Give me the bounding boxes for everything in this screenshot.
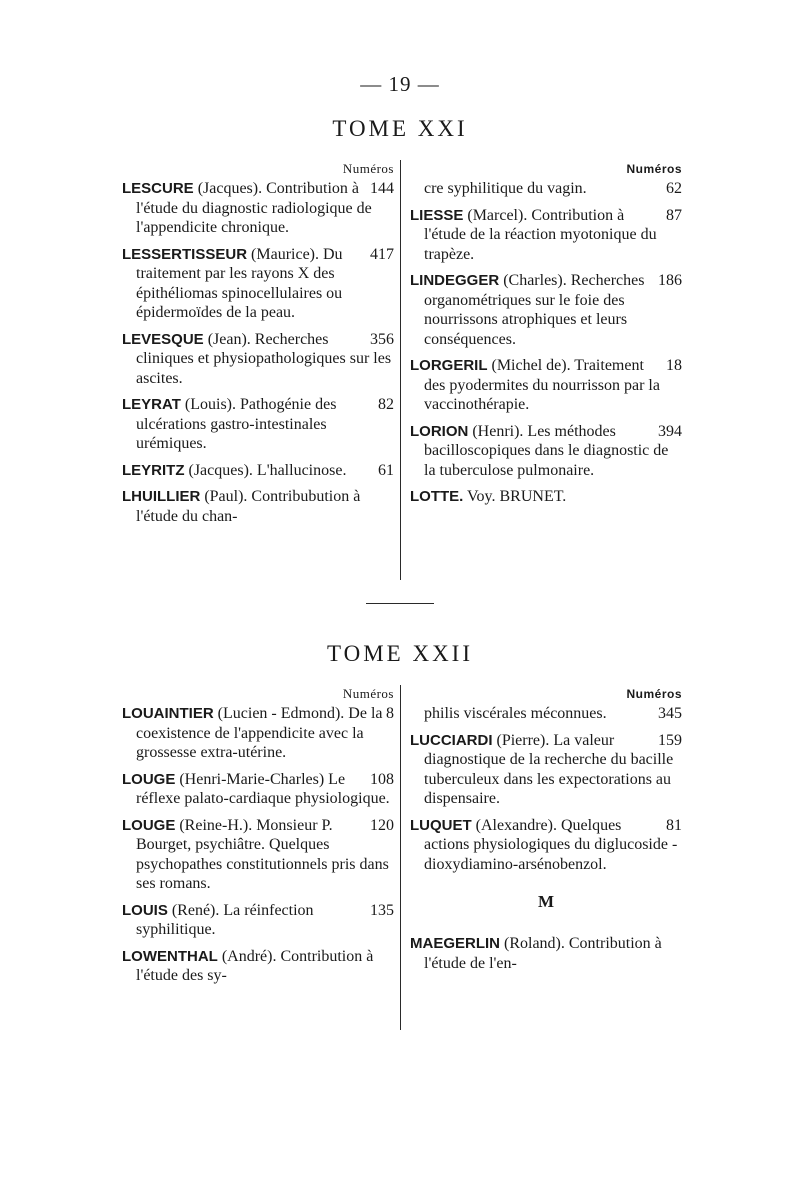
- index-entry: [410, 206, 682, 265]
- author-name: LUCCIARDI: [410, 731, 493, 749]
- index-entry: [410, 816, 682, 875]
- author-name: LHUILLIER: [122, 488, 201, 505]
- numeros-header: Numéros: [342, 686, 394, 701]
- author-name: LOUGE: [122, 770, 176, 788]
- index-entry: [122, 245, 394, 323]
- entry-text: (Reine-H.). Monsieur P. Bourget, psychiâtre. Quelques psychopathes constitutionnels pris dans ses romans.: [136, 816, 389, 892]
- entry-continuation: [410, 179, 682, 199]
- index-entry: [122, 330, 394, 389]
- index-entry: [122, 395, 394, 454]
- index-entry: [122, 179, 394, 238]
- author-name: LOUAINTIER: [122, 705, 214, 722]
- entry-text: (Henri-Marie-Charles) Le réflexe palato-cardiaque physiologique.: [136, 770, 390, 807]
- entry-text: philis viscérales méconnues.: [424, 705, 607, 722]
- entry-number: 61: [378, 461, 394, 479]
- author-name: LOWENTHAL: [122, 947, 218, 965]
- entry-number: 356: [370, 330, 394, 348]
- tome-xxii-left-column: [122, 684, 394, 993]
- entry-number: 417: [370, 245, 394, 263]
- index-entry: [122, 816, 394, 894]
- entry-text: (Roland). Contribution à l'étude de l'en-: [424, 935, 662, 972]
- entry-number: 81: [666, 816, 682, 834]
- entry-text: (Lucien - Edmond). De la coexistence de l'appendicite avec la grossesse extra-utérine.: [136, 705, 383, 761]
- author-name: LOUIS: [122, 901, 168, 919]
- index-entry: [122, 901, 394, 940]
- author-name: LORGERIL: [410, 357, 488, 374]
- entry-text: (René). La réinfection syphilitique.: [136, 901, 314, 938]
- index-entry: [410, 934, 682, 973]
- index-entry: [410, 422, 682, 481]
- section-rule: [366, 603, 434, 604]
- index-entry: [122, 704, 394, 763]
- author-name: LOTTE.: [410, 488, 464, 505]
- entry-number: 345: [658, 705, 682, 722]
- entry-number: 120: [370, 816, 394, 834]
- author-name: LESCURE: [122, 180, 194, 197]
- entry-text: Voy. BRUNET.: [463, 488, 567, 505]
- author-name: LEYRITZ: [122, 461, 185, 479]
- entry-text: (Jacques). L'hallucinose.: [184, 461, 347, 479]
- index-entry: [122, 770, 394, 809]
- entry-number: 159: [658, 731, 682, 749]
- index-entry: [410, 356, 682, 415]
- entry-number: 18: [666, 357, 682, 374]
- entry-text: (Maurice). Du traitement par les rayons X des épithéliomas spinocellulaires ou épidermoïdes de la peau.: [136, 245, 343, 321]
- numeros-header: Numéros: [626, 687, 682, 701]
- entry-text: (André). Contribution à l'étude des sy-: [136, 947, 374, 984]
- numeros-header: Numéros: [626, 162, 682, 176]
- entry-number: 394: [658, 422, 682, 440]
- entry-text: (Michel de). Traitement des pyodermites du nourrisson par la vaccinothérapie.: [424, 357, 660, 413]
- entry-text: (Jacques). Contribution à l'étude du diagnostic radiologique de l'appendicite chronique.: [136, 180, 372, 236]
- entry-number: 108: [370, 770, 394, 788]
- tome-xxi-title: TOME XXI: [332, 116, 468, 141]
- author-name: LINDEGGER: [410, 272, 500, 289]
- entry-number: 62: [666, 180, 682, 197]
- tome-xxii-title: TOME XXII: [326, 641, 474, 666]
- author-name: LEVESQUE: [122, 330, 204, 348]
- entry-number: 144: [370, 180, 394, 197]
- entry-number: 8: [386, 705, 394, 722]
- entry-text: (Jean). Recherches cliniques et physiopathologiques sur les ascites.: [136, 330, 392, 387]
- entry-text: (Louis). Pathogénie des ulcérations gastro-intestinales urémiques.: [136, 396, 337, 452]
- author-name: LOUGE: [122, 816, 176, 834]
- entry-text: (Henri). Les méthodes bacilloscopiques dans le diagnostic de la tuberculose pulmonaire.: [424, 422, 669, 479]
- author-name: LORION: [410, 422, 469, 440]
- entry-text: (Pierre). La valeur diagnostique de la recherche du bacille tuberculeux dans les expectorations au dispensaire.: [424, 731, 674, 807]
- page-number: — 19 —: [360, 72, 440, 96]
- entry-number: 186: [658, 272, 682, 289]
- entry-text: (Alexandre). Quelques actions physiologiques du diglucoside - dioxydiamino-arsénobenzol.: [424, 816, 678, 873]
- entry-number: 87: [666, 206, 682, 224]
- entry-text: (Marcel). Contribution à l'étude de la réaction myotonique du trapèze.: [424, 206, 657, 263]
- entry-text: (Charles). Recherches organométriques sur le foie des nourrissons atrophiques et leurs conséquences.: [424, 272, 645, 348]
- entry-text: (Paul). Contribubution à l'étude du chan-: [136, 488, 361, 525]
- tome-xxi-left-column: [122, 159, 394, 533]
- column-divider: [400, 160, 401, 580]
- author-name: LIESSE: [410, 206, 464, 224]
- author-name: LUQUET: [410, 816, 472, 834]
- entry-number: 82: [378, 396, 394, 413]
- author-name: LESSERTISSEUR: [122, 245, 248, 263]
- tome-xxi-right-column: [410, 159, 682, 514]
- author-name: MAEGERLIN: [410, 935, 500, 952]
- entry-number: 135: [370, 901, 394, 919]
- numeros-header: Numéros: [342, 161, 394, 176]
- index-entry: [122, 947, 394, 986]
- index-entry: [122, 487, 394, 526]
- entry-text: cre syphilitique du vagin.: [424, 180, 587, 197]
- entry-continuation: [410, 704, 682, 724]
- index-entry: [410, 487, 682, 507]
- index-entry: [410, 731, 682, 809]
- column-divider: [400, 685, 401, 1030]
- letter-heading: M: [537, 892, 555, 911]
- index-entry: [122, 461, 394, 481]
- index-entry: [410, 271, 682, 349]
- author-name: LEYRAT: [122, 396, 181, 413]
- tome-xxii-right-column: [410, 684, 682, 980]
